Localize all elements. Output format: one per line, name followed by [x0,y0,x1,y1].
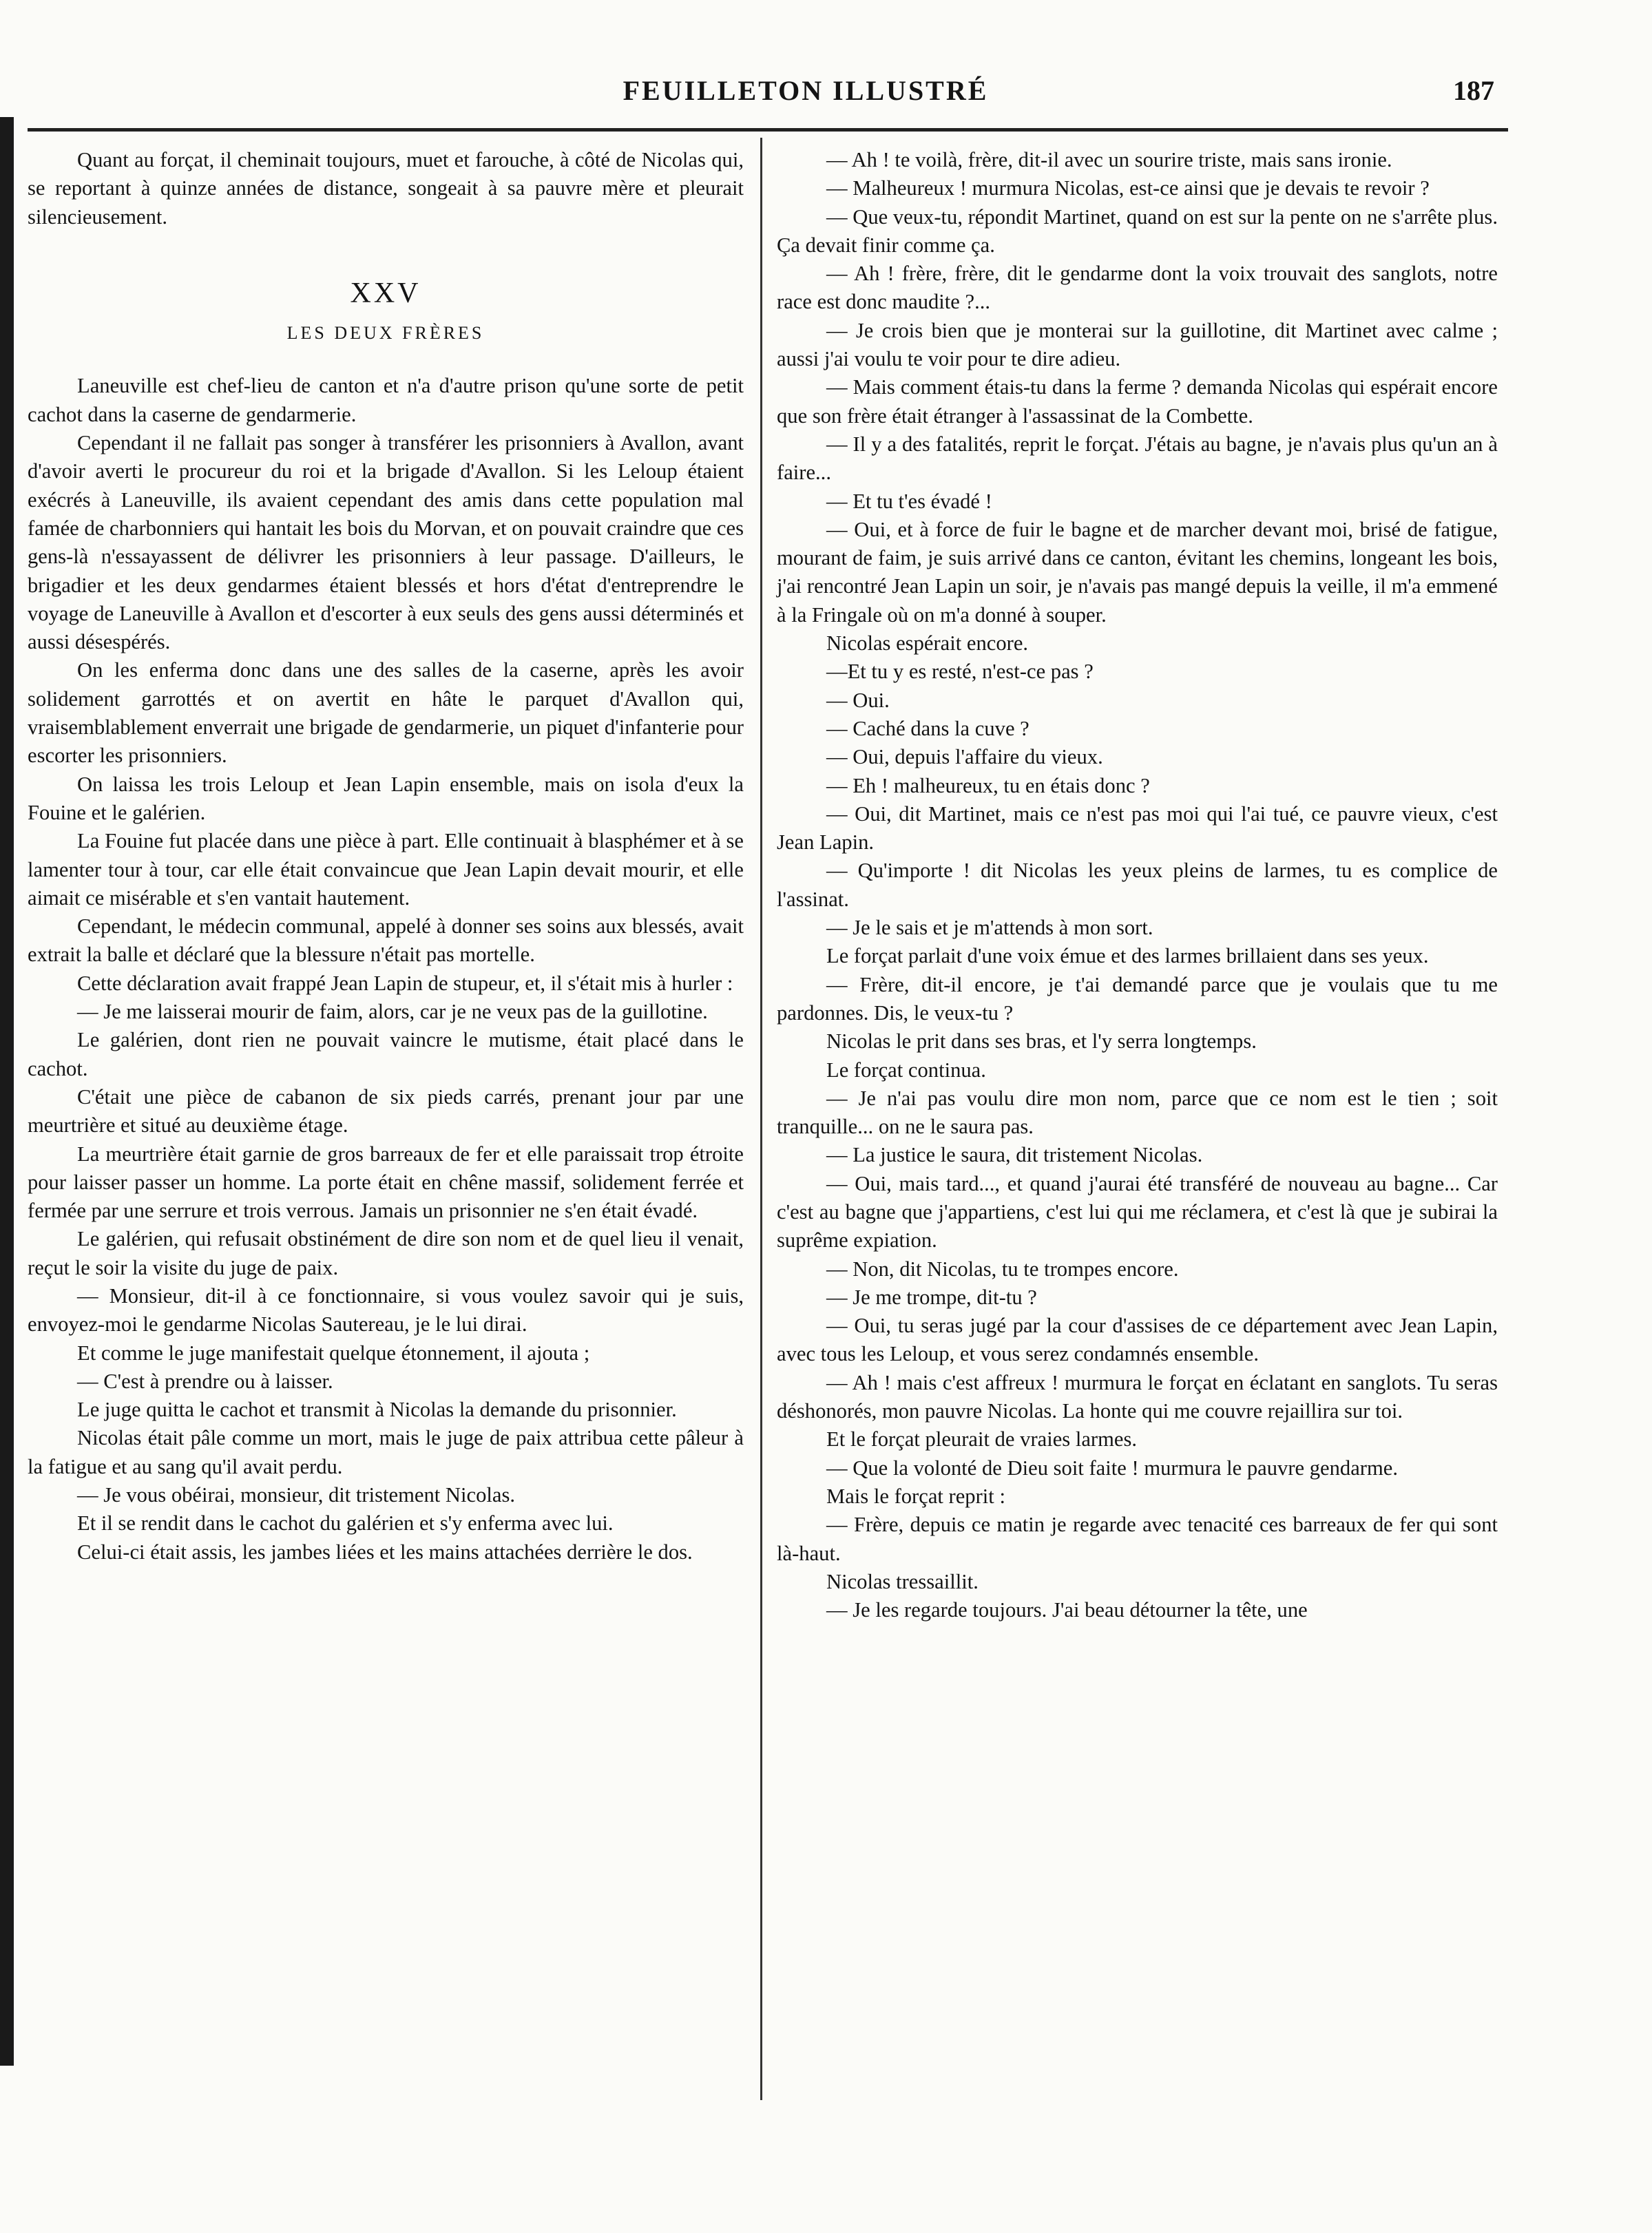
paragraph: — Il y a des fatalités, reprit le forçat. J'étais au bagne, je n'avais plus qu'un an à faire... [777,432,1498,485]
paragraph: Nicolas tressaillit. [826,1569,979,1593]
running-title: FEUILLETON ILLUSTRÉ [623,75,989,106]
paragraph: C'était une pièce de cabanon de six pieds carrés, prenant jour par une meurtrière et situé au deuxième étage. [28,1084,744,1138]
paragraph: — Frère, depuis ce matin je regarde avec tenacité ces barreaux de fer qui sont là-haut. [777,1513,1498,1565]
paragraph: La Fouine fut placée dans une pièce à part. Elle continuait à blasphémer et à se lamenter tour à tour, car elle était convaincue que Jean Lapin devait mourir, et elle aimait ce misérable et s'en vantait hautement. [28,829,744,910]
paragraph: — Ah ! frère, frère, dit le gendarme dont la voix trouvait des sanglots, notre race est donc maudite ?... [777,262,1498,314]
paragraph: — Oui. [826,688,890,712]
paragraph: — Eh ! malheureux, tu en étais donc ? [826,773,1150,797]
paragraph: Cette déclaration avait frappé Jean Lapin de stupeur, et, il s'était mis à hurler : [77,971,733,995]
paragraph: — Oui, depuis l'affaire du vieux. [826,745,1103,769]
paragraph: Et il se rendit dans le cachot du galérien et s'y enferma avec lui. [77,1511,614,1535]
paragraph: Nicolas espérait encore. [826,631,1029,656]
chapter-title: LES DEUX FRÈRES [286,323,485,344]
paragraph: — Je les regarde toujours. J'ai beau détourner la tête, une [826,1598,1308,1622]
paragraph: — Caché dans la cuve ? [826,716,1029,740]
paragraph: — Oui, et à force de fuir le bagne et de marcher devant moi, brisé de fatigue, mourant de faim, je suis arrivé dans ce canton, évitant les chemins, longeant les bois, j'ai rencontré Jean Lapin un soir, je n'avais pas mangé depuis la veille, il m'a emmené à la Fringale où on m'a donné à souper. [777,517,1498,627]
paragraph: — C'est à prendre ou à laisser. [77,1369,333,1393]
paragraph: Le forçat parlait d'une voix émue et des larmes brillaient dans ses yeux. [826,944,1429,968]
paragraph: Cependant il ne fallait pas songer à transférer les prisonniers à Avallon, avant d'avoir averti le procureur du roi et la brigade d'Avallon. Si les Leloup étaient exécrés à Laneuville, ils avaient cependant des amis dans cette population mal famée de charbonniers qui hantait les bois du Morvan, et on pouvait craindre que ces gens-là n'essayassent de délivrer les prisonniers à leur passage. D'ailleurs, le brigadier et les deux gendarmes étaient blessés et hors d'état d'entreprendre le voyage de Laneuville à Avallon et d'escorter à eux seuls des gens aussi déterminés et aussi désespérés. [28,431,744,654]
intro-paragraph: Quant au forçat, il cheminait toujours, muet et farouche, à côté de Nicolas qui, se reportant à quinze années de distance, songeait à sa pauvre mère et pleurait silencieusement. [28,148,744,229]
paragraph: — Ah ! mais c'est affreux ! murmura le forçat en éclatant en sanglots. Tu seras déshonorés, mon pauvre Nicolas. La honte qui me couvre rejaillira sur toi. [777,1370,1498,1423]
paragraph: On laissa les trois Leloup et Jean Lapin ensemble, mais on isola d'eux la Fouine et le galérien. [28,772,744,824]
paragraph: — Monsieur, dit-il à ce fonctionnaire, si vous voulez savoir qui je suis, envoyez-moi le gendarme Nicolas Sautereau, je le lui dirai. [28,1283,744,1336]
paragraph: — Malheureux ! murmura Nicolas, est-ce ainsi que je devais te revoir ? [826,176,1430,200]
paragraph: — Ah ! te voilà, frère, dit-il avec un sourire triste, mais sans ironie. [826,148,1392,171]
paragraph: — Et tu t'es évadé ! [826,489,992,513]
column-divider [760,138,762,2100]
paragraph: — Je crois bien que je monterai sur la guillotine, dit Martinet avec calme ; aussi j'ai voulu te voir pour te dire adieu. [777,318,1498,371]
paragraph: — Qu'importe ! dit Nicolas les yeux pleins de larmes, tu es complice de l'assinat. [777,859,1498,911]
paragraph: Le galérien, dont rien ne pouvait vaincre le mutisme, était placé dans le cachot. [28,1028,744,1080]
paragraph: On les enferma donc dans une des salles de la caserne, après les avoir solidement garrottés et on avertit en hâte le parquet d'Avallon qui, vraisemblablement enverrait une brigade de gendarmerie, un piquet d'infanterie pour escorter les prisonniers. [28,658,744,768]
paragraph: — La justice le saura, dit tristement Nicolas. [826,1143,1203,1167]
paragraph: — Oui, tu seras jugé par la cour d'assises de ce département avec Jean Lapin, avec tous les Leloup, et vous serez condamnés ensemble. [777,1314,1498,1366]
paragraph: — Je vous obéirai, monsieur, dit tristement Nicolas. [77,1483,516,1507]
paragraph: Cependant, le médecin communal, appelé à donner ses soins aux blessés, avait extrait la balle et déclaré que la blessure n'était pas mortelle. [28,914,744,967]
paragraph: — Je le sais et je m'attends à mon sort. [826,916,1153,940]
paragraph: Nicolas le prit dans ses bras, et l'y serra longtemps. [826,1029,1257,1053]
paragraph: — Je me trompe, dit-tu ? [826,1285,1037,1309]
paragraph: —Et tu y es resté, n'est-ce pas ? [826,660,1094,684]
page-number: 187 [1453,75,1494,106]
paragraph: — Je me laisserai mourir de faim, alors, car je ne veux pas de la guillotine. [77,1000,708,1024]
paragraph: — Que veux-tu, répondit Martinet, quand on est sur la pente on ne s'arrête plus. Ça devait finir comme ça. [777,205,1498,257]
paragraph: Mais le forçat reprit : [826,1484,1005,1508]
right-column [777,146,1498,1624]
paragraph: Celui-ci était assis, les jambes liées et les mains attachées derrière le dos. [77,1540,693,1564]
paragraph: — Je n'ai pas voulu dire mon nom, parce que ce nom est le tien ; soit tranquille... on ne le saura pas. [777,1086,1498,1139]
page-header [110,66,1501,121]
paragraph: Le juge quitta le cachot et transmit à Nicolas la demande du prisonnier. [77,1398,677,1422]
paragraph: — Oui, dit Martinet, mais ce n'est pas moi qui l'ai tué, ce pauvre vieux, c'est Jean Lapin. [777,801,1498,855]
left-column [28,146,744,1566]
paragraph: — Oui, mais tard..., et quand j'aurai été transféré de nouveau au bagne... Car c'est au bagne que j'appartiens, c'est lui qui me réclamera, et c'est là que je subirai la suprême expiation. [777,1171,1498,1252]
paragraph: Et comme le juge manifestait quelque étonnement, il ajouta ; [77,1341,590,1365]
paragraph: Laneuville est chef-lieu de canton et n'a d'autre prison qu'une sorte de petit cachot dans la caserne de gendarmerie. [28,374,744,426]
paragraph: La meurtrière était garnie de gros barreaux de fer et elle paraissait trop étroite pour laisser passer un homme. La porte était en chêne massif, solidement ferrée et fermée par une serrure et trois verrous. Jamais un prisonnier ne s'en était évadé. [28,1142,744,1223]
chapter-number: XXV [350,277,421,309]
paragraph: Nicolas était pâle comme un mort, mais le juge de paix attribua cette pâleur à la fatigue et au sang qu'il avait perdu. [28,1426,744,1478]
header-rule [28,128,1508,132]
paragraph: — Que la volonté de Dieu soit faite ! murmura le pauvre gendarme. [826,1456,1398,1480]
paragraph: — Non, dit Nicolas, tu te trompes encore. [826,1257,1179,1281]
paragraph: Et le forçat pleurait de vraies larmes. [826,1427,1138,1451]
paragraph: — Frère, dit-il encore, je t'ai demandé parce que je voulais que tu me pardonnes. Dis, le veux-tu ? [777,972,1498,1025]
paragraph: — Mais comment étais-tu dans la ferme ? demanda Nicolas qui espérait encore que son frère était étranger à l'assassinat de la Combette. [777,375,1498,428]
binding-shadow [0,117,14,2066]
paragraph: Le galérien, qui refusait obstinément de dire son nom et de quel lieu il venait, reçut le soir la visite du juge de paix. [28,1227,744,1279]
paragraph: Le forçat continua. [826,1058,986,1082]
